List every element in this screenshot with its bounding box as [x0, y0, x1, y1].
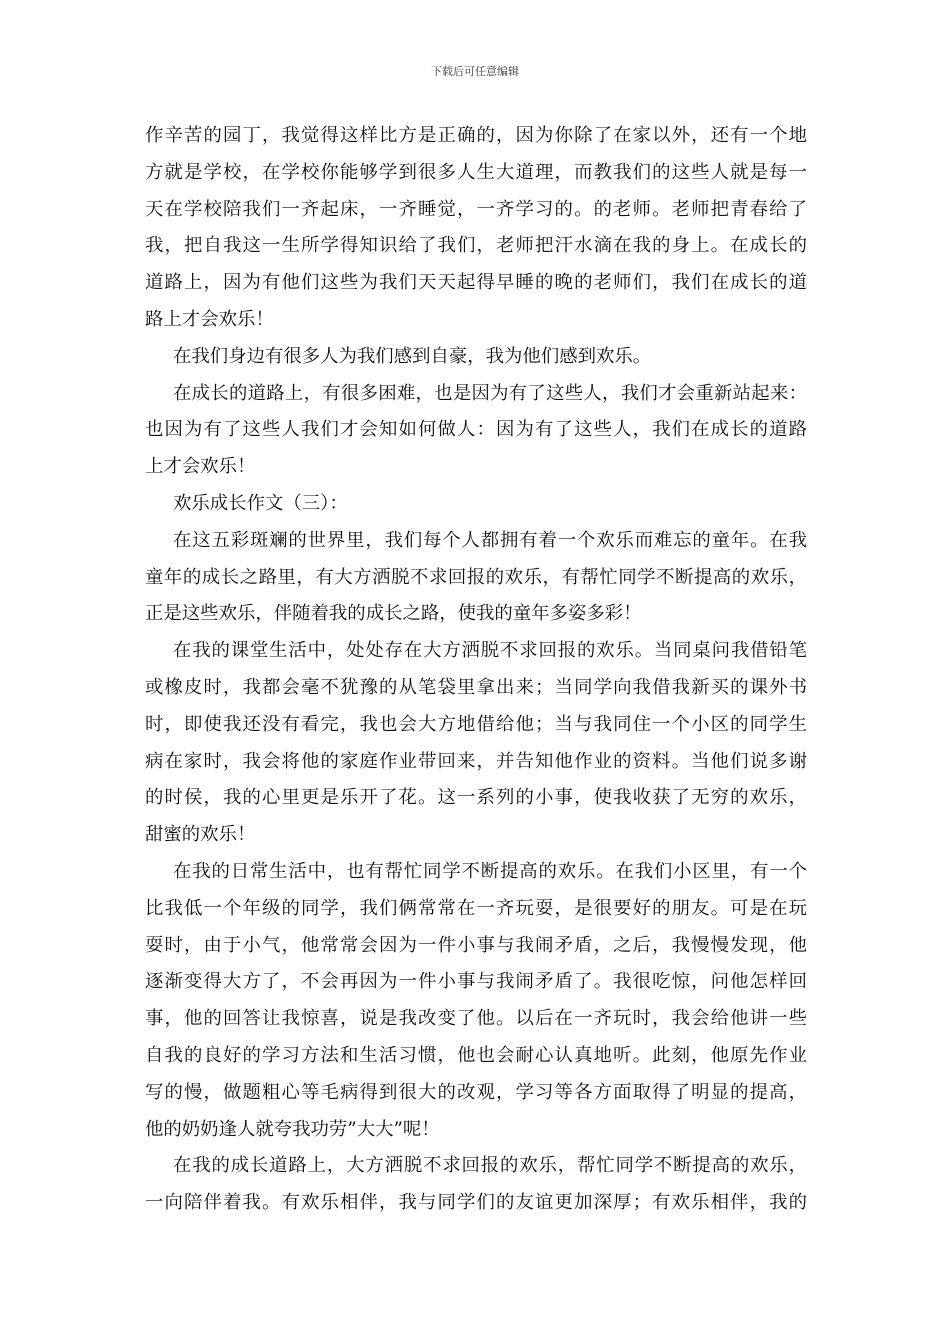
text-line: 在我的课堂生活中，处处存在大方洒脱不求回报的欢乐。当同桌问我借铅笔 — [173, 640, 807, 662]
page-header: 下载后可任意编辑 — [431, 65, 519, 78]
text-line: 在我的日常生活中，也有帮忙同学不断提高的欢乐。在我们小区里，有一个 — [173, 860, 807, 882]
text-line: 路上才会欢乐！ — [145, 308, 274, 330]
text-line: 逐渐变得大方了，不会再因为一件小事与我闹矛盾了。我很吃惊，问他怎样回 — [145, 971, 807, 993]
text-line: 在这五彩斑斓的世界里，我们每个人都拥有着一个欢乐而难忘的童年。在我 — [173, 529, 807, 551]
text-line: 我，把自我这一生所学得知识给了我们，老师把汗水滴在我的身上。在成长的 — [145, 235, 807, 257]
document-body — [145, 118, 807, 1222]
text-line: 在我们身边有很多人为我们感到自豪，我为他们感到欢乐。 — [173, 345, 652, 367]
text-line: 在我的成长道路上，大方洒脱不求回报的欢乐，帮忙同学不断提高的欢乐， — [173, 1155, 807, 1177]
text-line: 耍时，由于小气，他常常会因为一件小事与我闹矛盾，之后，我慢慢发现，他 — [145, 934, 807, 956]
text-line: 他的奶奶逢人就夸我功劳”大大”呢！ — [145, 1118, 440, 1140]
text-line: 方就是学校，在学校你能够学到很多人生大道理，而教我们的这些人就是每一 — [145, 161, 807, 183]
text-line: 的时侯，我的心里更是乐开了花。这一系列的小事，使我收获了无穷的欢乐， — [145, 787, 807, 809]
text-line: 事，他的回答让我惊喜，说是我改变了他。以后在一齐玩时，我会给他讲一些 — [145, 1008, 807, 1030]
text-line: 道路上，因为有他们这些为我们天天起得早睡的晚的老师们，我们在成长的道 — [145, 272, 807, 294]
text-line: 上才会欢乐！ — [145, 456, 256, 478]
text-line: 写的慢，做题粗心等毛病得到很大的改观，学习等各方面取得了明显的提高， — [145, 1081, 807, 1103]
text-line: 童年的成长之路里，有大方洒脱不求回报的欢乐，有帮忙同学不断提高的欢乐， — [145, 566, 807, 588]
text-line: 一向陪伴着我。有欢乐相伴，我与同学们的友谊更加深厚；有欢乐相伴，我的 — [145, 1192, 807, 1214]
text-line: 正是这些欢乐，伴随着我的成长之路，使我的童年多姿多彩！ — [145, 603, 642, 625]
text-line: 或橡皮时，我都会毫不犹豫的从笔袋里拿出来；当同学向我借我新买的课外书 — [145, 676, 807, 698]
text-line: 时，即使我还没有看完，我也会大方地借给他；当与我同住一个小区的同学生 — [145, 713, 807, 735]
text-line: 病在家时，我会将他的家庭作业带回来，并告知他作业的资料。当他们说多谢 — [145, 750, 807, 772]
text-line: 作辛苦的园丁，我觉得这样比方是正确的，因为你除了在家以外，还有一个地 — [145, 125, 807, 146]
text-line: 甜蜜的欢乐！ — [145, 824, 256, 846]
text-line: 比我低一个年级的同学，我们俩常常在一齐玩耍，是很要好的朋友。可是在玩 — [145, 897, 807, 919]
text-line: 在成长的道路上，有很多困难，也是因为有了这些人，我们才会重新站起来： — [173, 382, 807, 404]
text-line: 欢乐成长作文（三）： — [173, 492, 348, 514]
text-line: 天在学校陪我们一齐起床，一齐睡觉，一齐学习的。的老师。老师把青春给了 — [145, 198, 807, 220]
text-line: 也因为有了这些人我们才会知如何做人：因为有了这些人，我们在成长的道路 — [145, 419, 807, 441]
text-line: 自我的良好的学习方法和生活习惯，他也会耐心认真地听。此刻，他原先作业 — [145, 1044, 807, 1066]
